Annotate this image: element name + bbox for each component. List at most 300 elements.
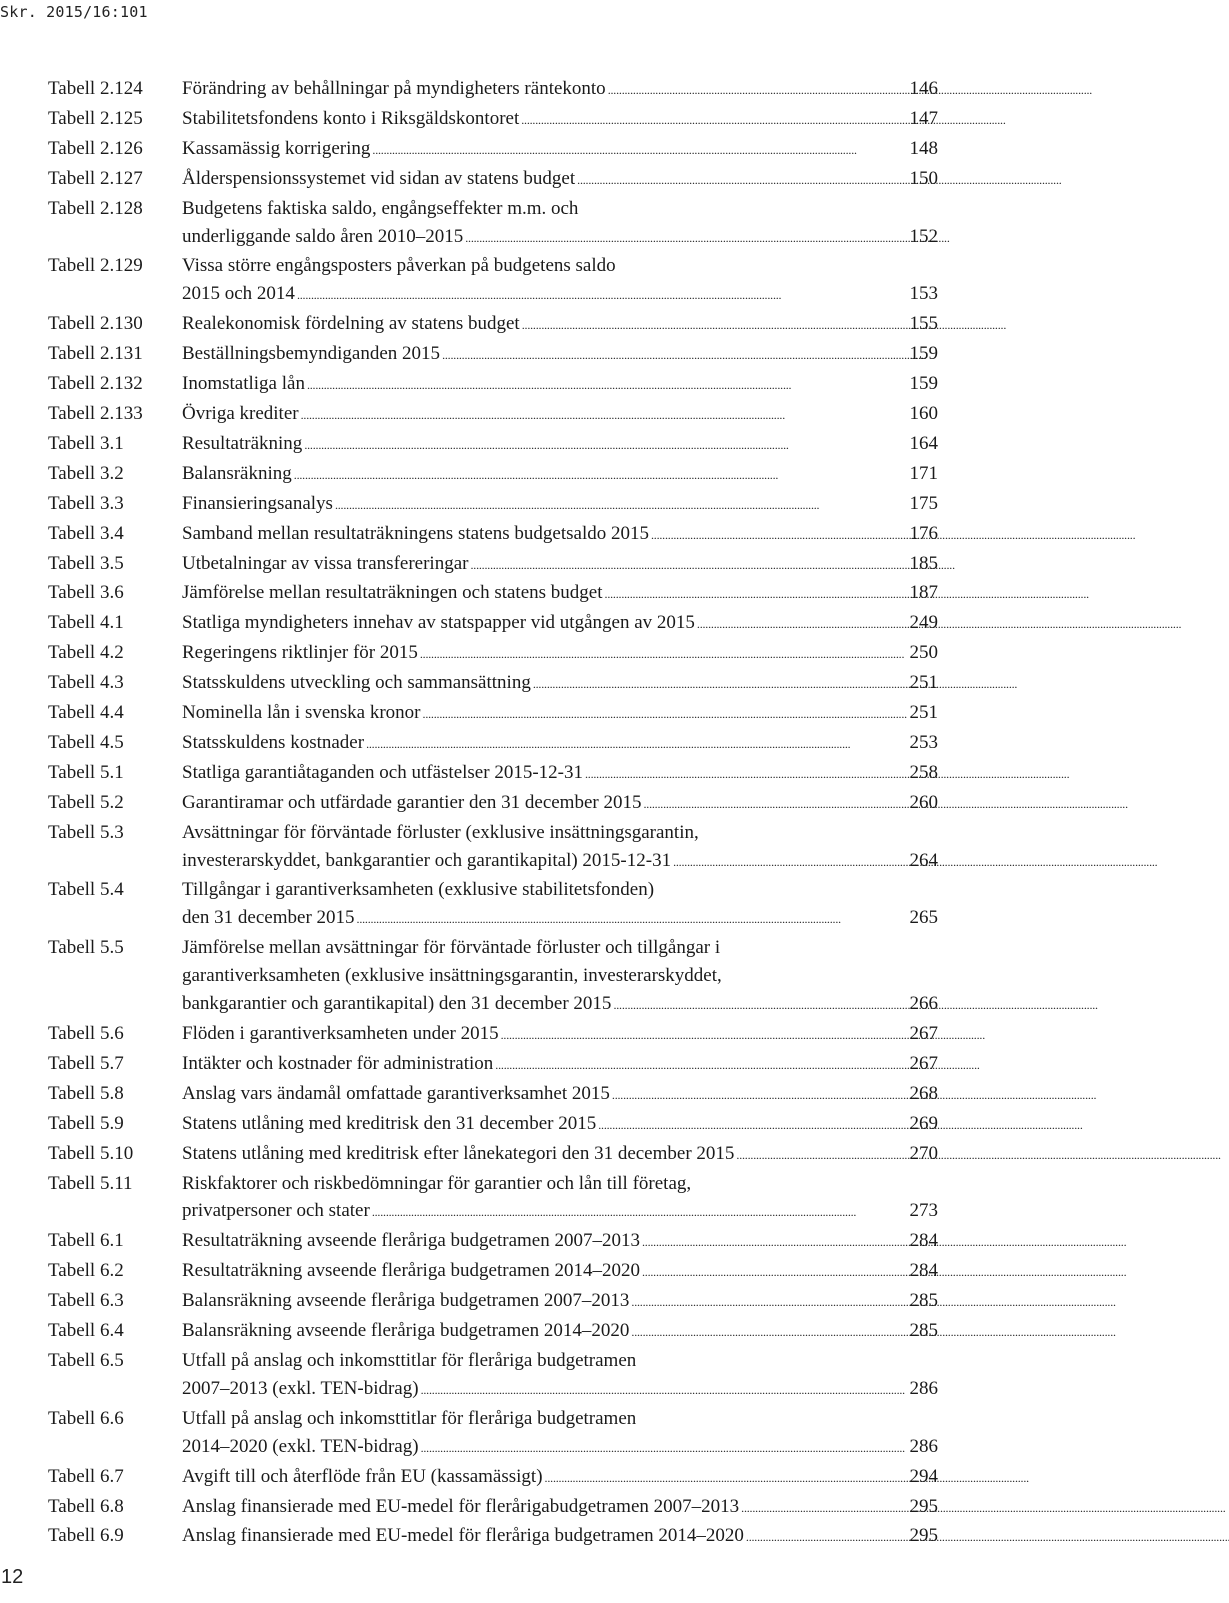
table-title <box>182 135 938 165</box>
title-text: Ålderspensionssystemet vid sidan av statens budget <box>182 167 576 189</box>
toc-entry[interactable] <box>48 165 938 195</box>
page-reference[interactable]: 164 <box>909 432 938 454</box>
toc-entry[interactable] <box>48 1463 938 1493</box>
table-title <box>182 1522 938 1552</box>
table-number: Tabell 2.129 <box>48 255 143 277</box>
dot-leader <box>294 460 910 490</box>
title-line <box>182 1463 938 1493</box>
table-number: Tabell 5.2 <box>48 791 124 813</box>
title-text: Balansräkning <box>182 462 292 484</box>
table-number: Tabell 4.3 <box>48 672 124 694</box>
table-number: Tabell 6.9 <box>48 1525 124 1547</box>
title-line <box>182 165 938 195</box>
table-title <box>182 1020 938 1050</box>
dot-leader <box>598 1110 909 1140</box>
toc-entry[interactable] <box>48 1050 938 1080</box>
dot-leader <box>746 1522 910 1552</box>
table-number: Tabell 5.9 <box>48 1112 124 1134</box>
title-text: Regeringens riktlinjer för 2015 <box>182 642 418 664</box>
table-title <box>182 579 938 609</box>
table-number: Tabell 2.125 <box>48 107 143 129</box>
table-number: Tabell 2.128 <box>48 197 143 219</box>
toc-entry[interactable] <box>48 669 938 699</box>
title-text: Resultaträkning <box>182 432 303 454</box>
title-line <box>182 990 938 1020</box>
page-reference[interactable]: 286 <box>909 1377 938 1399</box>
title-text: Vissa större engångsposters påverkan på budgetens saldo <box>182 255 616 277</box>
table-number: Tabell 5.6 <box>48 1023 124 1044</box>
page-reference[interactable]: 153 <box>909 283 938 305</box>
table-title <box>182 1317 938 1347</box>
page-reference[interactable]: 258 <box>909 761 938 783</box>
title-line <box>182 280 938 310</box>
table-title <box>182 1227 938 1257</box>
page-reference[interactable]: 147 <box>909 107 938 129</box>
table-title <box>182 1405 938 1463</box>
toc-entry[interactable] <box>48 1405 938 1463</box>
page-reference[interactable]: 270 <box>909 1142 938 1164</box>
table-number: Tabell 5.3 <box>48 821 124 843</box>
page-reference[interactable]: 176 <box>909 522 938 544</box>
table-number: Tabell 5.10 <box>48 1142 134 1164</box>
title-line <box>182 520 938 550</box>
table-title <box>182 252 938 310</box>
title-text: Stabilitetsfondens konto i Riksgäldskontoret <box>182 107 520 129</box>
page-reference[interactable]: 284 <box>909 1230 938 1252</box>
page-reference[interactable]: 269 <box>909 1112 938 1134</box>
table-number: Tabell 4.5 <box>48 731 124 753</box>
dot-leader <box>421 1433 910 1463</box>
toc-entry[interactable] <box>48 1020 938 1050</box>
title-line <box>182 105 938 135</box>
title-text: den 31 december 2015 <box>182 907 355 929</box>
dot-leader <box>642 1227 910 1257</box>
title-line <box>182 1020 938 1050</box>
title-line <box>182 1287 938 1317</box>
page-reference[interactable]: 286 <box>909 1435 938 1457</box>
title-line <box>182 1197 938 1227</box>
title-line <box>182 135 938 165</box>
table-number: Tabell 3.2 <box>48 462 124 484</box>
table-number: Tabell 5.1 <box>48 761 124 783</box>
title-text: Inomstatliga lån <box>182 373 305 395</box>
title-line <box>182 876 938 904</box>
page-reference[interactable]: 150 <box>909 167 938 189</box>
dot-leader <box>642 1257 910 1287</box>
page-reference[interactable]: 273 <box>909 1200 938 1222</box>
table-title <box>182 400 938 430</box>
toc-entry[interactable] <box>48 550 938 580</box>
table-number: Tabell 5.5 <box>48 937 124 959</box>
table-title <box>182 1080 938 1110</box>
title-line <box>182 579 938 609</box>
title-line <box>182 729 938 759</box>
dot-leader <box>736 1140 909 1170</box>
title-text: Riskfaktorer och riskbedömningar för garantier och lån till företag, <box>182 1172 692 1194</box>
dot-leader <box>372 135 909 165</box>
document-header: Skr. 2015/16:101 <box>0 3 148 21</box>
title-text: Samband mellan resultaträkningens statens budgetsaldo 2015 <box>182 522 649 544</box>
title-text: investerarskyddet, bankgarantier och garantikapital) 2015-12-31 <box>182 849 672 871</box>
toc-entry[interactable] <box>48 310 938 340</box>
toc-entry[interactable] <box>48 105 938 135</box>
toc-entry[interactable] <box>48 1317 938 1347</box>
title-line <box>182 1493 938 1523</box>
dot-leader <box>533 669 910 699</box>
dot-leader <box>372 1197 910 1227</box>
table-of-contents <box>48 75 938 1552</box>
toc-entry[interactable] <box>48 579 938 609</box>
table-number: Tabell 2.126 <box>48 137 143 159</box>
title-text: Beställningsbemyndiganden 2015 <box>182 343 441 365</box>
table-title <box>182 520 938 550</box>
title-line <box>182 669 938 699</box>
title-text: Garantiramar och utfärdade garantier den 31 december 2015 <box>182 791 642 813</box>
dot-leader <box>577 165 909 195</box>
dot-leader <box>297 280 910 310</box>
table-title <box>182 934 938 1020</box>
dot-leader <box>304 430 909 460</box>
dot-leader <box>651 520 910 550</box>
toc-entry[interactable] <box>48 195 938 253</box>
title-line <box>182 759 938 789</box>
title-line <box>182 195 938 223</box>
table-number: Tabell 5.11 <box>48 1172 133 1194</box>
title-text: Statens utlåning med kreditrisk den 31 december 2015 <box>182 1112 597 1134</box>
table-number: Tabell 3.1 <box>48 432 124 454</box>
title-line <box>182 1522 938 1552</box>
table-title <box>182 876 938 934</box>
table-number: Tabell 5.7 <box>48 1052 124 1074</box>
table-title <box>182 370 938 400</box>
title-line <box>182 1375 938 1405</box>
title-line <box>182 1227 938 1257</box>
table-title <box>182 1347 938 1405</box>
title-text: Kassamässig korrigering <box>182 137 371 159</box>
title-text: Budgetens faktiska saldo, engångseffekter m.m. och <box>182 197 579 219</box>
table-number: Tabell 5.4 <box>48 879 124 901</box>
title-text: Utfall på anslag och inkomsttitlar för fleråriga budgetramen <box>182 1407 637 1429</box>
table-number: Tabell 6.8 <box>48 1495 124 1517</box>
page-reference[interactable]: 266 <box>909 993 938 1015</box>
title-text: Anslag finansierade med EU-medel för flerårigabudgetramen 2007–2013 <box>182 1495 740 1517</box>
toc-entry[interactable] <box>48 490 938 520</box>
table-title <box>182 1140 938 1170</box>
table-title <box>182 195 938 253</box>
dot-leader <box>643 789 909 819</box>
title-text: Statsskuldens utveckling och sammansättning <box>182 672 531 694</box>
table-title <box>182 105 938 135</box>
toc-entry[interactable] <box>48 1257 938 1287</box>
dot-leader <box>465 223 909 253</box>
toc-entry[interactable] <box>48 819 938 877</box>
dot-leader <box>605 579 910 609</box>
table-title <box>182 430 938 460</box>
page-reference[interactable]: 187 <box>909 582 938 604</box>
title-line <box>182 252 938 280</box>
page-reference[interactable]: 295 <box>909 1525 938 1547</box>
table-number: Tabell 4.2 <box>48 642 124 664</box>
title-line <box>182 1317 938 1347</box>
title-text: Resultaträkning avseende fleråriga budgetramen 2014–2020 <box>182 1260 640 1282</box>
dot-leader <box>495 1050 909 1080</box>
page-reference[interactable]: 251 <box>909 672 938 694</box>
table-title <box>182 340 938 370</box>
title-line <box>182 819 938 847</box>
title-text: Anslag finansierade med EU-medel för fleråriga budgetramen 2014–2020 <box>182 1525 744 1547</box>
table-title <box>182 460 938 490</box>
dot-leader <box>741 1493 909 1523</box>
table-number: Tabell 6.7 <box>48 1465 124 1487</box>
table-title <box>182 550 938 580</box>
toc-entry[interactable] <box>48 876 938 934</box>
table-title <box>182 1170 938 1228</box>
toc-entry[interactable] <box>48 1227 938 1257</box>
title-line <box>182 1170 938 1198</box>
page-reference[interactable]: 155 <box>909 313 938 335</box>
table-title <box>182 1493 938 1523</box>
toc-entry[interactable] <box>48 1493 938 1523</box>
title-text: bankgarantier och garantikapital) den 31 december 2015 <box>182 993 612 1015</box>
table-number: Tabell 2.131 <box>48 343 143 365</box>
table-title <box>182 310 938 340</box>
title-text: Statens utlåning med kreditrisk efter lånekategori den 31 december 2015 <box>182 1142 735 1164</box>
title-text: 2007–2013 (exkl. TEN-bidrag) <box>182 1377 419 1399</box>
table-title <box>182 490 938 520</box>
title-text: Balansräkning avseende fleråriga budgetramen 2007–2013 <box>182 1290 630 1312</box>
table-title <box>182 1463 938 1493</box>
dot-leader <box>608 75 910 105</box>
title-line <box>182 223 938 253</box>
page-reference[interactable]: 159 <box>909 343 938 365</box>
title-text: 2014–2020 (exkl. TEN-bidrag) <box>182 1435 419 1457</box>
table-number: Tabell 2.127 <box>48 167 143 189</box>
table-title <box>182 1110 938 1140</box>
title-line <box>182 639 938 669</box>
table-number: Tabell 2.133 <box>48 402 143 424</box>
title-text: garantiverksamheten (exklusive insättningsgarantin, investerarskyddet, <box>182 965 722 987</box>
dot-leader <box>442 340 909 370</box>
title-text: Statsskuldens kostnader <box>182 731 365 753</box>
page-reference[interactable]: 185 <box>909 552 938 574</box>
table-number: Tabell 2.124 <box>48 78 143 99</box>
title-line <box>182 847 938 877</box>
table-title <box>182 75 938 105</box>
toc-entry[interactable] <box>48 1110 938 1140</box>
toc-entry[interactable] <box>48 1347 938 1405</box>
table-number: Tabell 4.4 <box>48 702 124 724</box>
table-title <box>182 729 938 759</box>
toc-entry[interactable] <box>48 639 938 669</box>
page-reference[interactable]: 285 <box>909 1320 938 1342</box>
title-text: Balansräkning avseende fleråriga budgetramen 2014–2020 <box>182 1320 630 1342</box>
title-line <box>182 460 938 490</box>
table-title <box>182 789 938 819</box>
title-text: Anslag vars ändamål omfattade garantiverksamhet 2015 <box>182 1082 610 1104</box>
table-number: Tabell 6.5 <box>48 1349 124 1371</box>
dot-leader <box>612 1080 910 1110</box>
dot-leader <box>673 847 909 877</box>
title-text: 2015 och 2014 <box>182 283 295 305</box>
title-line <box>182 1050 938 1080</box>
toc-entry[interactable] <box>48 934 938 1020</box>
table-title <box>182 639 938 669</box>
table-number: Tabell 3.3 <box>48 492 124 514</box>
title-text: Avgift till och återflöde från EU (kassamässigt) <box>182 1465 543 1487</box>
title-line <box>182 1110 938 1140</box>
table-number: Tabell 3.4 <box>48 522 124 544</box>
table-number: Tabell 6.4 <box>48 1320 124 1342</box>
title-line <box>182 1080 938 1110</box>
title-line <box>182 400 938 430</box>
title-text: Avsättningar för förväntade förluster (exklusive insättningsgarantin, <box>182 821 699 843</box>
page-reference[interactable]: 148 <box>909 137 938 159</box>
table-number: Tabell 6.6 <box>48 1407 124 1429</box>
page-reference[interactable]: 152 <box>909 225 938 247</box>
toc-entry[interactable] <box>48 252 938 310</box>
title-text: Jämförelse mellan resultaträkningen och statens budget <box>182 582 603 604</box>
title-text: Statliga garantiåtaganden och utfästelser 2015-12-31 <box>182 761 583 783</box>
toc-entry[interactable] <box>48 1287 938 1317</box>
toc-entry[interactable] <box>48 520 938 550</box>
title-line <box>182 1257 938 1287</box>
title-line <box>182 430 938 460</box>
page-reference[interactable]: 159 <box>909 373 938 395</box>
page-reference[interactable]: 260 <box>909 791 938 813</box>
title-text: privatpersoner och stater <box>182 1200 370 1222</box>
toc-entry[interactable] <box>48 1080 938 1110</box>
page-reference[interactable]: 284 <box>909 1260 938 1282</box>
dot-leader <box>613 990 909 1020</box>
title-line <box>182 1433 938 1463</box>
toc-entry[interactable] <box>48 75 938 105</box>
toc-entry[interactable] <box>48 699 938 729</box>
dot-leader <box>366 729 909 759</box>
table-number: Tabell 4.1 <box>48 612 124 634</box>
dot-leader <box>357 904 910 934</box>
toc-entry[interactable] <box>48 370 938 400</box>
title-line <box>182 490 938 520</box>
title-text: Nominella lån i svenska kronor <box>182 702 421 724</box>
page-reference[interactable]: 267 <box>909 1052 938 1074</box>
table-title <box>182 609 938 639</box>
table-number: Tabell 5.8 <box>48 1082 124 1104</box>
table-title <box>182 1257 938 1287</box>
title-line <box>182 904 938 934</box>
table-number: Tabell 6.3 <box>48 1290 124 1312</box>
title-line <box>182 340 938 370</box>
dot-leader <box>631 1317 909 1347</box>
page-reference[interactable]: 268 <box>909 1082 938 1104</box>
dot-leader <box>421 1375 910 1405</box>
title-text: underliggande saldo åren 2010–2015 <box>182 225 464 247</box>
toc-entry[interactable] <box>48 340 938 370</box>
dot-leader <box>501 1020 910 1050</box>
page-reference[interactable]: 285 <box>909 1290 938 1312</box>
page-reference[interactable]: 250 <box>909 642 938 664</box>
toc-entry[interactable] <box>48 609 938 639</box>
toc-entry[interactable] <box>48 400 938 430</box>
title-line <box>182 550 938 580</box>
page-reference[interactable]: 251 <box>909 702 938 724</box>
title-line <box>182 1140 938 1170</box>
page-reference[interactable]: 146 <box>909 78 938 99</box>
table-title <box>182 1050 938 1080</box>
page-reference[interactable]: 294 <box>909 1465 938 1487</box>
table-number: Tabell 3.5 <box>48 552 124 574</box>
dot-leader <box>301 400 910 430</box>
toc-entry[interactable] <box>48 1522 938 1552</box>
title-text: Resultaträkning avseende fleråriga budgetramen 2007–2013 <box>182 1230 640 1252</box>
toc-entry[interactable] <box>48 460 938 490</box>
table-title <box>182 759 938 789</box>
page-reference[interactable]: 267 <box>909 1023 938 1044</box>
title-text: Övriga krediter <box>182 402 299 424</box>
toc-entry[interactable] <box>48 789 938 819</box>
title-line <box>182 609 938 639</box>
title-text: Statliga myndigheters innehav av statspapper vid utgången av 2015 <box>182 612 695 634</box>
page-reference[interactable]: 264 <box>909 849 938 871</box>
page-reference[interactable]: 253 <box>909 731 938 753</box>
title-text: Förändring av behållningar på myndigheters räntekonto <box>182 78 606 99</box>
title-text: Jämförelse mellan avsättningar för förväntade förluster och tillgångar i <box>182 937 721 959</box>
title-line <box>182 75 938 105</box>
toc-entry[interactable] <box>48 1170 938 1228</box>
title-text: Finansieringsanalys <box>182 492 333 514</box>
toc-entry[interactable] <box>48 1140 938 1170</box>
page-reference[interactable]: 295 <box>909 1495 938 1517</box>
title-text: Flöden i garantiverksamheten under 2015 <box>182 1023 499 1044</box>
title-text: Utfall på anslag och inkomsttitlar för fleråriga budgetramen <box>182 1349 637 1371</box>
dot-leader <box>335 490 910 520</box>
table-title <box>182 165 938 195</box>
title-line <box>182 370 938 400</box>
title-text: Utbetalningar av vissa transfereringar <box>182 552 469 574</box>
dot-leader <box>697 609 910 639</box>
page-number: 12 <box>1 1566 24 1588</box>
table-number: Tabell 6.1 <box>48 1230 124 1252</box>
page-reference[interactable]: 171 <box>909 462 938 484</box>
page-reference[interactable]: 175 <box>909 492 938 514</box>
table-title <box>182 699 938 729</box>
toc-entry[interactable] <box>48 430 938 460</box>
title-line <box>182 962 938 990</box>
table-number: Tabell 3.6 <box>48 582 124 604</box>
page-reference[interactable]: 249 <box>909 612 938 634</box>
page-reference[interactable]: 265 <box>909 907 938 929</box>
table-number: Tabell 2.132 <box>48 373 143 395</box>
toc-entry[interactable] <box>48 759 938 789</box>
title-text: Tillgångar i garantiverksamheten (exklusive stabilitetsfonden) <box>182 879 655 901</box>
table-title <box>182 819 938 877</box>
title-line <box>182 1405 938 1433</box>
page-reference[interactable]: 160 <box>909 402 938 424</box>
dot-leader <box>470 550 909 580</box>
toc-entry[interactable] <box>48 135 938 165</box>
title-line <box>182 310 938 340</box>
table-number: Tabell 6.2 <box>48 1260 124 1282</box>
title-line <box>182 699 938 729</box>
dot-leader <box>423 699 910 729</box>
table-title <box>182 669 938 699</box>
toc-entry[interactable] <box>48 729 938 759</box>
table-title <box>182 1287 938 1317</box>
title-line <box>182 1347 938 1375</box>
dot-leader <box>420 639 910 669</box>
title-line <box>182 789 938 819</box>
table-number: Tabell 2.130 <box>48 313 143 335</box>
dot-leader <box>545 1463 910 1493</box>
